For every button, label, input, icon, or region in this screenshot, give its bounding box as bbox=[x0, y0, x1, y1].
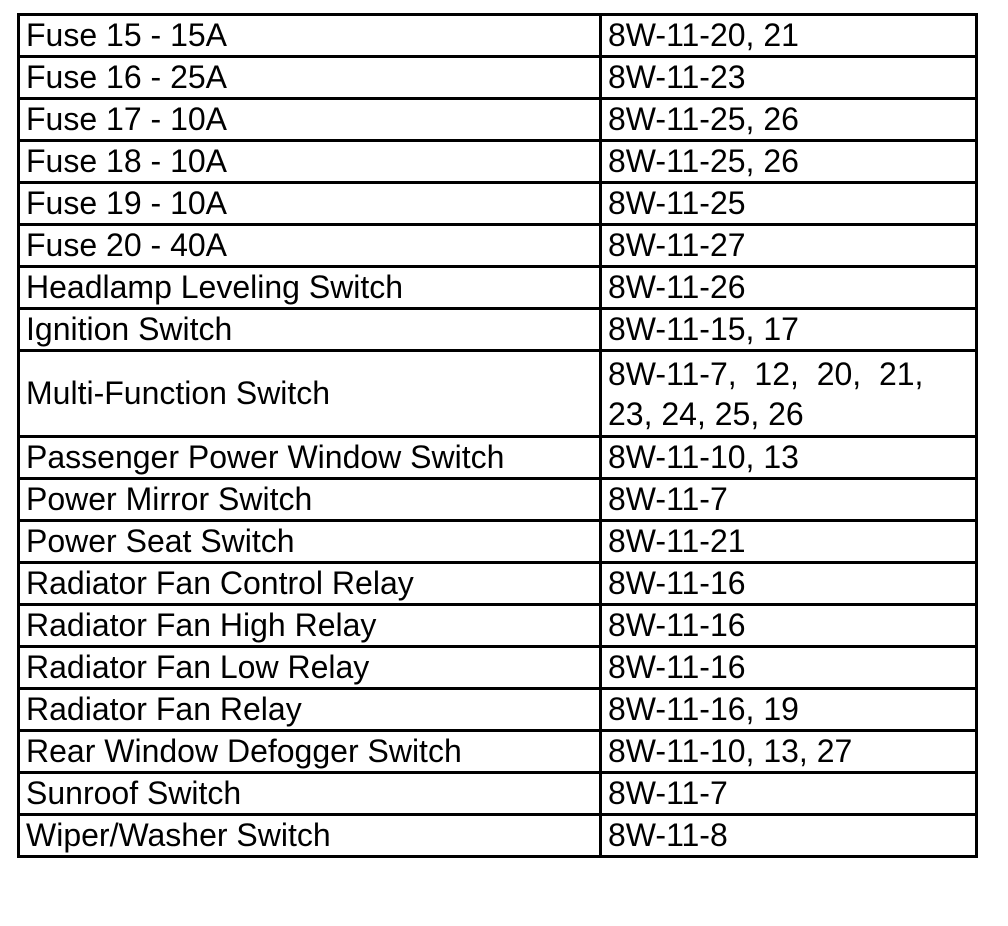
wiring-reference-cell bbox=[601, 57, 977, 99]
wiring-reference-text: 8W-11-7 bbox=[608, 481, 728, 517]
wiring-reference-text: 8W-11-27 bbox=[608, 227, 746, 263]
wiring-reference-text: 8W-11-10, 13, 27 bbox=[608, 733, 853, 769]
component-name-cell: Fuse 16 - 25A bbox=[19, 57, 601, 99]
wiring-reference-text: 8W-11-25, 26 bbox=[608, 143, 799, 179]
table-row bbox=[19, 15, 977, 57]
component-name-cell: Ignition Switch bbox=[19, 309, 601, 351]
wiring-reference-cell bbox=[601, 225, 977, 267]
component-name-cell: Sunroof Switch bbox=[19, 773, 601, 815]
wiring-reference-cell bbox=[601, 605, 977, 647]
component-name-cell: Fuse 19 - 10A bbox=[19, 183, 601, 225]
table-row bbox=[19, 479, 977, 521]
table-row bbox=[19, 57, 977, 99]
wiring-reference-cell bbox=[601, 647, 977, 689]
component-name-cell: Power Seat Switch bbox=[19, 521, 601, 563]
wiring-reference-cell bbox=[601, 351, 977, 437]
component-name-cell: Radiator Fan High Relay bbox=[19, 605, 601, 647]
table-row bbox=[19, 141, 977, 183]
table-row bbox=[19, 773, 977, 815]
wiring-reference-text: 8W-11-20, 21 bbox=[608, 17, 799, 53]
wiring-reference-text: 23, 24, 25, 26 bbox=[608, 395, 804, 432]
table-row bbox=[19, 689, 977, 731]
wiring-reference-cell bbox=[601, 731, 977, 773]
component-name-cell: Fuse 17 - 10A bbox=[19, 99, 601, 141]
table-row bbox=[19, 563, 977, 605]
wiring-reference-text: 8W-11-7 bbox=[608, 775, 728, 811]
table-row bbox=[19, 605, 977, 647]
wiring-reference-cell bbox=[601, 773, 977, 815]
component-name-cell: Radiator Fan Relay bbox=[19, 689, 601, 731]
wiring-reference-cell bbox=[601, 689, 977, 731]
table-row bbox=[19, 815, 977, 857]
wiring-reference-text: 8W-11-16 bbox=[608, 607, 746, 643]
wiring-reference-cell bbox=[601, 563, 977, 605]
table-row bbox=[19, 99, 977, 141]
wiring-reference-cell bbox=[601, 99, 977, 141]
wiring-reference-text: 8W-11-8 bbox=[608, 817, 728, 853]
wiring-reference-text: 8W-11-15, 17 bbox=[608, 311, 799, 347]
wiring-reference-cell bbox=[601, 437, 977, 479]
wiring-reference-text: 8W-11-21 bbox=[608, 523, 746, 559]
component-name-cell: Passenger Power Window Switch bbox=[19, 437, 601, 479]
wiring-reference-cell bbox=[601, 479, 977, 521]
wiring-reference-cell bbox=[601, 815, 977, 857]
wiring-reference-text: 8W-11-10, 13 bbox=[608, 439, 799, 475]
wiring-reference-text: 8W-11-7, 12, 20, 21, bbox=[608, 355, 924, 392]
component-index-table-wrapper bbox=[17, 13, 978, 858]
component-name-cell: Wiper/Washer Switch bbox=[19, 815, 601, 857]
component-name-cell: Rear Window Defogger Switch bbox=[19, 731, 601, 773]
wiring-reference-cell bbox=[601, 267, 977, 309]
wiring-reference-text: 8W-11-16 bbox=[608, 565, 746, 601]
table-row bbox=[19, 225, 977, 267]
wiring-reference-text: 8W-11-16, 19 bbox=[608, 691, 799, 727]
wiring-reference-cell bbox=[601, 309, 977, 351]
component-name-cell: Multi-Function Switch bbox=[19, 351, 601, 437]
component-name-cell: Power Mirror Switch bbox=[19, 479, 601, 521]
component-index-table bbox=[17, 13, 978, 858]
table-row bbox=[19, 267, 977, 309]
table-row bbox=[19, 521, 977, 563]
component-name-cell: Radiator Fan Low Relay bbox=[19, 647, 601, 689]
wiring-reference-cell bbox=[601, 15, 977, 57]
wiring-reference-cell bbox=[601, 141, 977, 183]
wiring-reference-cell bbox=[601, 183, 977, 225]
component-name-cell: Radiator Fan Control Relay bbox=[19, 563, 601, 605]
table-row bbox=[19, 647, 977, 689]
wiring-reference-text: 8W-11-25 bbox=[608, 185, 746, 221]
wiring-reference-text: 8W-11-25, 26 bbox=[608, 101, 799, 137]
wiring-reference-cell bbox=[601, 521, 977, 563]
wiring-reference-text: 8W-11-16 bbox=[608, 649, 746, 685]
table-row bbox=[19, 183, 977, 225]
component-name-cell: Fuse 20 - 40A bbox=[19, 225, 601, 267]
table-row bbox=[19, 437, 977, 479]
table-row bbox=[19, 731, 977, 773]
table-row bbox=[19, 309, 977, 351]
table-row bbox=[19, 351, 977, 437]
wiring-reference-text: 8W-11-23 bbox=[608, 59, 746, 95]
table-body bbox=[19, 15, 977, 857]
component-name-cell: Fuse 18 - 10A bbox=[19, 141, 601, 183]
component-name-cell: Fuse 15 - 15A bbox=[19, 15, 601, 57]
wiring-reference-text: 8W-11-26 bbox=[608, 269, 746, 305]
component-name-cell: Headlamp Leveling Switch bbox=[19, 267, 601, 309]
